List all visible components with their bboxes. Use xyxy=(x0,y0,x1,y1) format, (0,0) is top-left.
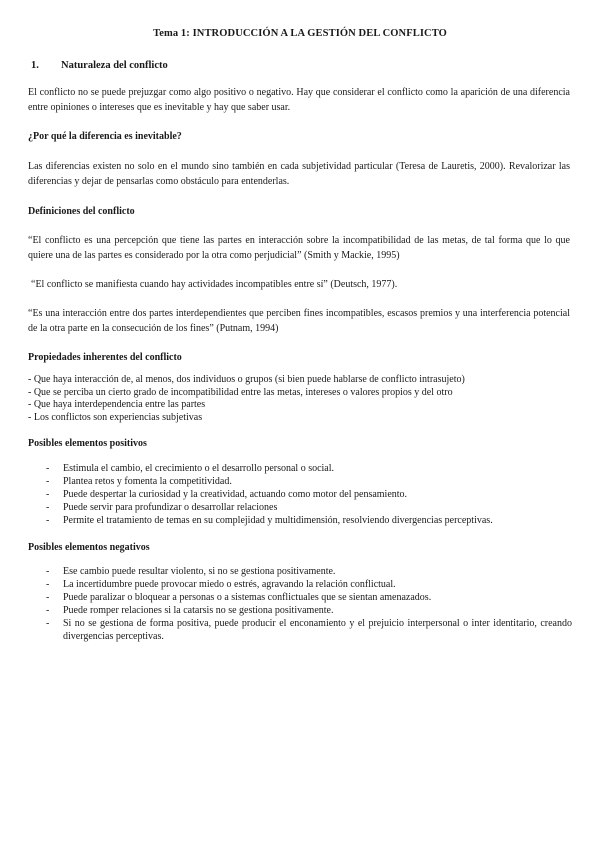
properties-list xyxy=(28,374,570,424)
bullet-dash: - xyxy=(46,515,50,526)
list-item: - Plantea retos y fomenta la competitividad. xyxy=(46,476,232,487)
bullet-dash: - xyxy=(46,502,50,513)
bullet-dash: - xyxy=(46,592,50,603)
section-number: 1. xyxy=(31,60,39,71)
list-item: - Que se perciba un cierto grado de incompatibilidad entre las metas, intereses o valores propios y del otro xyxy=(28,386,453,398)
section-title: Naturaleza del conflicto xyxy=(61,60,168,71)
list-item: - Permite el tratamiento de temas en su complejidad y multidimensión, resolviendo divergencias perceptivas. xyxy=(46,515,493,526)
list-item: - La incertidumbre puede provocar miedo o estrés, agravando la relación conflictual. xyxy=(46,579,396,590)
why-paragraph: Las diferencias existen no solo en el mundo sino también en cada subjetividad particular (Teresa de Lauretis, 2000). Revalorizar las diferencias y dejar de pensarlas como obstáculo para entenderlas. xyxy=(28,161,570,187)
negative-list xyxy=(46,565,572,643)
why-heading: ¿Por qué la diferencia es inevitable? xyxy=(28,131,182,142)
list-item: - Si no se gestiona de forma positiva, puede producir el enconamiento y el prejuicio interpersonal o inter identitario, creando divergencias perceptivas. xyxy=(46,618,572,642)
definitions-heading: Definiciones del conflicto xyxy=(28,206,135,217)
list-item: - Los conflictos son experiencias subjetivas xyxy=(28,411,203,423)
bullet-dash: - xyxy=(46,566,50,577)
list-item: - Puede romper relaciones si la catarsis no se gestiona positivamente. xyxy=(46,605,334,616)
bullet-dash: - xyxy=(46,618,50,629)
list-item: - Puede despertar la curiosidad y la creatividad, actuando como motor del pensamiento. xyxy=(46,489,408,500)
bullet-dash: - xyxy=(46,476,50,487)
bullet-dash: - xyxy=(46,579,50,590)
definition-3: “Es una interacción entre dos partes interdependientes que perciben fines incompatibles, escasos premios y una interferencia potencial de la otra parte en la consecución de los fines” (Putnam, 1994) xyxy=(28,308,570,334)
definition-2: “El conflicto se manifiesta cuando hay actividades incompatibles entre sí” (Deutsch, 1977). xyxy=(31,279,398,290)
bullet-dash: - xyxy=(46,489,50,500)
bullet-dash: - xyxy=(46,605,50,616)
properties-heading: Propiedades inherentes del conflicto xyxy=(28,352,182,363)
bullet-dash: - xyxy=(46,463,50,474)
positive-list xyxy=(46,462,572,527)
list-item: - Puede paralizar o bloquear a personas o a sistemas conflictuales que se sientan amenazados. xyxy=(46,592,432,603)
definition-1: “El conflicto es una percepción que tiene las partes en interacción sobre la incompatibilidad de las metas, de tal forma que lo que quiere una de las partes es considerado por la otra como perjudicial” (Smith y Mackie, 1995) xyxy=(28,235,570,261)
list-item: - Que haya interacción de, al menos, dos individuos o grupos (si bien puede hablarse de conflicto intrasujeto) xyxy=(28,374,465,385)
intro-paragraph: El conflicto no se puede prejuzgar como algo positivo o negativo. Hay que considerar el conflicto como la aparición de una diferencia entre opiniones o intereses que es inevitable y hay que saber usar. xyxy=(28,87,570,113)
positive-heading: Posibles elementos positivos xyxy=(28,438,147,449)
negative-heading: Posibles elementos negativos xyxy=(28,542,150,553)
section-heading xyxy=(31,60,168,71)
document-title: Tema 1: INTRODUCCIÓN A LA GESTIÓN DEL CONFLICTO xyxy=(153,28,447,39)
list-item: - Que haya interdependencia entre las partes xyxy=(28,399,206,410)
list-item: - Puede servir para profundizar o desarrollar relaciones xyxy=(46,502,278,513)
list-item: - Ese cambio puede resultar violento, si no se gestiona positivamente. xyxy=(46,566,336,577)
list-item: - Estimula el cambio, el crecimiento o el desarrollo personal o social. xyxy=(46,463,335,474)
